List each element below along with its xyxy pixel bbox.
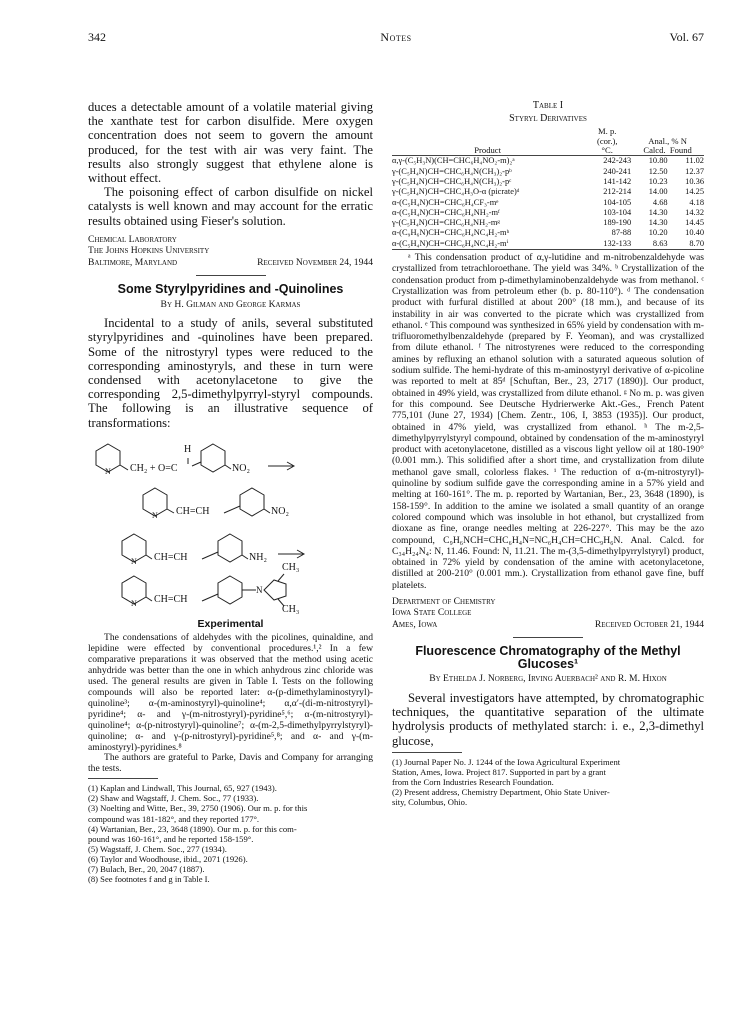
pyrrole-ring (264, 580, 286, 600)
cell-calcd: 10.20 (648, 228, 668, 238)
author-address (392, 596, 704, 630)
table-row (392, 167, 704, 177)
article-byline: By Ethelda J. Norberg, Irving Auerbach² and R. M. Hixon (429, 673, 667, 685)
cell-calcd: 12.50 (648, 166, 668, 176)
cell-mp: 242-243 (603, 156, 632, 166)
footnote: (1) Journal Paper No. J. 1244 of the Iowa Agricultural Experiment (392, 756, 621, 767)
right-column (392, 100, 704, 807)
cell-found: 14.25 (685, 187, 704, 197)
intro-paragraph: Several investigators have attempted, by chromatographic techniques, the quantitative separation of the ultimate hydrolysis products of methylated starch: i. e., 2,3-dimethyl glucose, (392, 690, 704, 748)
footnote: (4) Wartanian, Ber., 23, 3648 (1890). Our m. p. for this com- (88, 823, 297, 834)
footnote: from the Corn Industries Research Foundation. (392, 776, 554, 787)
cell-calcd: 14.00 (648, 187, 668, 197)
intro-paragraph: Incidental to a study of anils, several substituted styrylpyridines and -quinolines have been prepared. Some of the nitrostyryl types were reduced to the corresponding aminostyryls, and these in turn were condensed with acetonylacetone to give the corresponding 2,5-dimethylpyrryl-styryl compounds. The following is an illustrative sequence of transformations: (88, 316, 373, 430)
bond-line (224, 506, 240, 513)
cell-product: γ-(C₅H₄N)CH=CHC₆H₄N(CH₃)₂-pᶜ (392, 177, 512, 186)
vinyl-linker-label: CH=CH (176, 505, 210, 517)
cell-calcd: 8.63 (652, 238, 668, 248)
scheme-reagent-text: CH₂ + O=C (130, 462, 178, 474)
cell-calcd: 10.80 (648, 156, 668, 166)
cell-product: α,γ-(C₅H₃N)(CH=CHC₆H₄NO₂-m)₂ᵃ (392, 156, 515, 166)
benzene-ring (218, 576, 242, 604)
benzene-ring (218, 534, 242, 562)
address-line: Ames, Iowa (392, 618, 438, 630)
address-line: Chemical Laboratory (88, 233, 177, 245)
header-text: (cor.), (596, 135, 618, 146)
divider (196, 275, 266, 276)
cell-mp: 212-214 (603, 187, 632, 197)
acknowledgment-paragraph: The authors are grateful to Parke, Davis and Company for arranging the tests. (88, 752, 373, 775)
cell-product: α-(C₅H₄N)CH=CHC₆H₄CF₃-mᵉ (392, 197, 499, 207)
table-subtitle: Styryl Derivatives (509, 112, 587, 124)
experimental-heading: Experimental (197, 617, 264, 630)
footnote: (5) Wagstaff, J. Chem. Soc., 277 (1934). (88, 843, 227, 854)
footnote: (7) Bulach, Ber., 20, 2047 (1887). (88, 863, 205, 874)
bond-line (278, 574, 284, 581)
continuation-paragraph: The poisoning effect of carbon disulfide on nickel catalysts is well known and may account for the erratic results obtained using Fieser's solution. (88, 185, 373, 228)
address-line: Baltimore, Maryland (88, 256, 178, 268)
footnote: sity, Columbus, Ohio. (392, 797, 468, 808)
styryl-derivatives-table (392, 127, 704, 250)
left-column (88, 100, 373, 884)
article-title: Fluorescence Chromatography of the Methyl Glucoses¹ (415, 644, 681, 671)
header-text: M. p. (598, 126, 617, 137)
table-row (392, 218, 704, 228)
cell-found: 12.37 (685, 166, 704, 176)
ring-nitrogen-label: N (105, 466, 111, 476)
footnote: (2) Shaw and Wagstaff, J. Chem. Soc., 77 (1933). (88, 793, 259, 804)
cell-product: α-(C₅H₄N)CH=CHC₆H₄NH₂-mᶠ (392, 207, 500, 217)
received-date: Received October 21, 1944 (594, 618, 704, 630)
cell-mp: 104-105 (603, 197, 632, 207)
table-row (392, 208, 704, 218)
article-byline: By H. Gilman and George Karmas (160, 298, 301, 310)
column-header-product: Product (474, 145, 501, 155)
table-header-row (392, 127, 704, 156)
cell-mp: 141-142 (603, 177, 632, 186)
table-row (392, 228, 704, 238)
cell-mp: 189-190 (603, 218, 632, 228)
benzene-ring (201, 444, 225, 472)
cell-calcd: 14.30 (648, 207, 668, 217)
table-title: Table I (532, 100, 564, 111)
cell-found: 4.18 (689, 197, 704, 207)
footnote: (3) Noelting and Witte, Ber., 39, 2750 (1906). Our m. p. for this (88, 803, 308, 814)
experimental-paragraph: The condensations of aldehydes with the picolines, quinaldine, and lepidine were effected by conventional procedures.¹,² In a few comparative preparations it was observed that the method using acetic anhydride was better than the one in which anhydrous zinc chloride was used. The general results are given in Table I. Tests on the following compounds will also be reported later: α-(p-dimethylaminostyryl)-quinoline³; α-(m-aminostyryl)-quinoline⁴; α,α′-(di-m-nitrostyryl)-pyridine⁴; α- and γ-(m-nitrostyryl)-pyridine⁵,⁶; α-(m-nitrostyryl)-quinoline⁴; α-(p-nitrostyryl)-quinoline⁷; α-(m-2,5-dimethylpyrrylstyryl)-quinoline; α- and γ-(p-nitrostyryl)-pyridine⁵,⁸; and α- and γ-(m-aminostyryl)-pyridines.⁸ (88, 632, 373, 753)
table-row (392, 177, 704, 187)
ring-nitrogen-label: N (131, 556, 137, 566)
table-row (392, 198, 704, 208)
page-header (88, 30, 704, 46)
amino-group-label: NH₂ (249, 551, 267, 563)
column-header-mp (583, 127, 631, 156)
received-date: Received November 24, 1944 (257, 256, 373, 268)
address-line: Department of Chemistry (392, 595, 496, 607)
benzene-ring (240, 488, 264, 516)
cell-product: γ-(C₅H₄N)CH=CHC₆H₄N(CH₃)₂-pᵇ (392, 166, 512, 176)
section-title: Notes (380, 30, 412, 44)
cell-calcd: 14.30 (648, 218, 668, 228)
footnote: Station, Ames, Iowa. Project 817. Supported in part by a grant (392, 766, 606, 777)
continuation-paragraph: duces a detectable amount of a volatile material giving the xanthate test for carbon disulfide. Mere oxygen concentration does not seem to govern the amount produced, for the test with air was very faint. The results also strongly suggest that ethylene alone is without effect. (88, 100, 373, 186)
cell-found: 10.36 (685, 177, 704, 186)
divider (513, 637, 583, 638)
scheme-hydrogen-label: H (184, 443, 192, 455)
author-address (88, 234, 373, 268)
address-line: The Johns Hopkins University (88, 245, 210, 257)
cell-mp: 132-133 (603, 238, 632, 248)
cell-found: 8.70 (689, 238, 704, 248)
footnote: pound was 160-161°, and he reported 158-159°. (88, 833, 254, 844)
vinyl-linker-label: CH=CH (154, 551, 188, 563)
footnote-divider (88, 778, 158, 779)
cell-product: γ-(C₅H₄N)CH=CHC₆H₄NH₂-mᵍ (392, 218, 500, 228)
footnotes (392, 757, 704, 807)
cell-found: 10.40 (685, 228, 704, 238)
table-row (392, 239, 704, 250)
header-text: Calcd. (643, 145, 666, 155)
column-header-analysis (631, 127, 704, 156)
bond-line (202, 552, 218, 559)
bond-line (264, 509, 270, 513)
footnotes (88, 783, 373, 884)
nitro-group-label: NO₂ (271, 505, 289, 517)
footnote: (1) Kaplan and Lindwall, This Journal, 65, 927 (1943). (88, 783, 277, 794)
cell-product: α-(C₅H₄N)CH=CHC₆H₄NC₄H₂-mⁱ (392, 238, 509, 248)
footnote: (2) Present address, Chemistry Department, Ohio State Univer- (392, 787, 610, 798)
methyl-group-label: CH₃ (282, 561, 300, 573)
cell-calcd: 4.68 (652, 197, 668, 207)
volume-label: Vol. 67 (669, 30, 704, 44)
cell-found: 14.32 (685, 207, 704, 217)
article-title: Some Styrylpyridines and -Quinolines (117, 282, 344, 297)
header-text: °C. (601, 145, 613, 155)
cell-product: γ-(C₅H₄N)CH=CHC₄H₃O-α (picrate)ᵈ (392, 187, 520, 197)
cell-product: α-(C₉H₆N)CH=CHC₆H₄NC₄H₂-mʰ (392, 228, 510, 238)
cell-calcd: 10.23 (648, 177, 668, 186)
cell-found: 11.02 (685, 156, 704, 166)
footnote: (8) See footnotes f and g in Table I. (88, 874, 210, 885)
cell-mp: 240-241 (603, 166, 632, 176)
table-notes: ᵃ This condensation product of α,γ-lutidine and m-nitrobenzaldehyde was crystallized from tetrachloroethane. The yield was 34%. ᵇ Crystallization of the condensation product from p-dimethylaminobenzaldehyde was from methanol. ᶜ Crystallization was from petroleum ether (b. p. 80-110°). ᵈ The condensation product with furfural distilled at about 200° (18 mm.), and because of its instability in air was converted to the picrate which was crystallized from ethanol. ᵉ This compound was synthesized in 65% yield by condensation with m-trifluoromethylbenzaldehyde (prepared by F. Yeoman), and was crystallized from dilute ethanol. ᶠ The nitrostyrenes were reduced to the corresponding amines by refluxing an ethanol solution with a saturated aqueous solution of sodium sulfide. The hemi-hydrate of this m-aminostyryl derivative of α-picoline was reported to melt at 85ᵈ [Schuftan, Ber., 23, 2717 (1890)]. Our product, obtained in 49% yield, was crystallized from dilute ethanol. ᵍ No m. p. was given for this compound. See Deutsche Hydrierwerke Akt.-Ges., French Patent 775,101 (June 27, 1934) [Chem. Zentr., 106, I, 3853 (1935)]. Our product, obtained in 47% yield, was crystallized from ethanol. ʰ The m-2,5-dimethylpyrrylstyryl compound, obtained by condensation of the m-aminostyryl product with acetonylacetone, distilled as a viscous light yellow oil at 180-190° (0.001 mm.). This solidified after a short time, and crystallization from dilute methanol gave small, colorless flakes. ⁱ The reduction of α-(m-nitrostyryl)-quinoline by sodium sulfide gave the corresponding amine in a 57% yield and melting at 160-161°. The m. p. reported by Wartanian, Ber., 23, 3648 (1890), is 158-159°. In addition to the amine we isolated a small quantity of an orange colored compound which was insoluble in hot ethanol, but crystallized from dioxane as fine, orange needles melting at 226-227°. This may be the azo compound, C₉H₆NCH=CHC₆H₄N=NC₆H₄CH=CHC₉H₆N. Anal. Calcd. for C₃₄H₂₄N₄: N, 11.46. Found: N, 11.21. The m-(3,5-dimethylpyrrylstyryl) product, obtained in 72% yield by condensation of the amine with acetonylacetone, distilled at 200-210° (0.001 mm.). Crystallization from ethanol gave fine, buff platelets. (392, 252, 704, 591)
methyl-group-label: CH₃ (282, 603, 300, 615)
bond-line (192, 462, 201, 466)
table-row (392, 156, 704, 167)
bond-line (242, 555, 248, 559)
table-row (392, 187, 704, 197)
cell-mp: 103-104 (603, 207, 632, 217)
page-number: 342 (88, 30, 106, 44)
vinyl-linker-label: CH=CH (154, 593, 188, 605)
ring-nitrogen-label: N (152, 510, 158, 520)
bond-line (167, 509, 174, 513)
cell-found: 14.45 (685, 218, 704, 228)
cell-mp: 87-88 (611, 228, 632, 238)
footnote: compound was 181-182°, and they reported 177°. (88, 813, 260, 824)
footnote: (6) Taylor and Woodhouse, ibid., 2071 (1926). (88, 853, 248, 864)
header-text: Anal., % N (648, 135, 687, 146)
bond-line (120, 465, 128, 470)
bond-line (146, 597, 152, 601)
reaction-scheme (88, 436, 373, 615)
header-text: Found (669, 145, 692, 155)
bond-line (225, 465, 231, 469)
bond-line (202, 594, 218, 601)
nitro-group-label: NO₂ (232, 462, 250, 474)
address-line: Iowa State College (392, 607, 472, 619)
bond-line (146, 555, 152, 559)
ring-nitrogen-label: N (131, 598, 137, 608)
pyrrole-nitrogen-label: N (256, 584, 263, 595)
footnote-divider (392, 752, 462, 753)
